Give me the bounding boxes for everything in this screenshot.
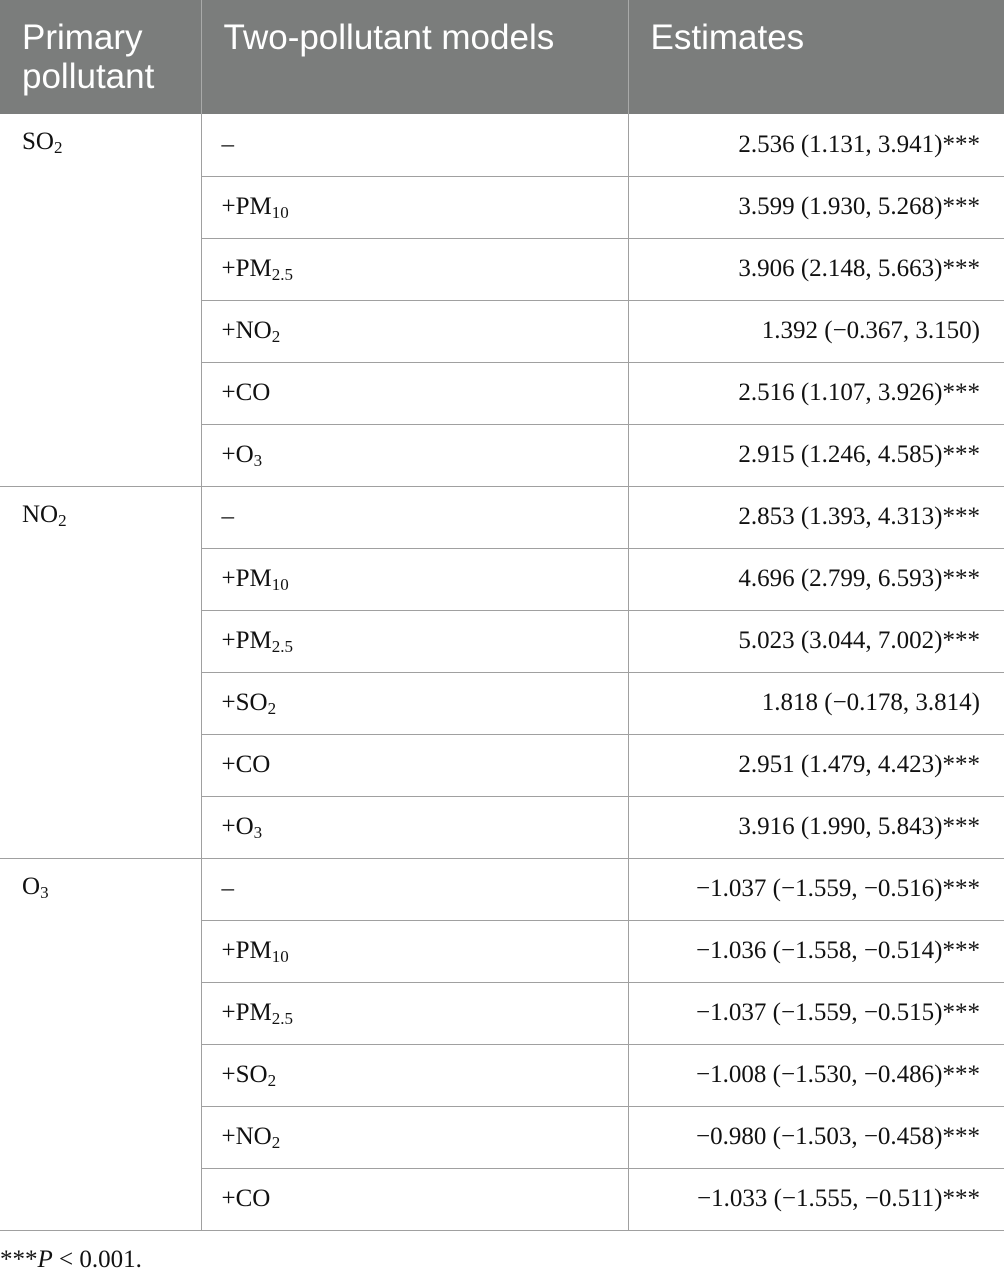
- model-cell: [201, 1044, 628, 1106]
- estimate-cell: 3.916 (1.990, 5.843)***: [628, 796, 1004, 858]
- primary-pollutant-subscript: 2: [53, 138, 63, 157]
- model-prefix: +: [221, 1123, 236, 1150]
- model-pollutant: NO: [235, 317, 272, 344]
- model-cell: [201, 548, 628, 610]
- model-pollutant-subscript: 10: [271, 575, 289, 594]
- model-cell: [201, 920, 628, 982]
- estimate-cell: 3.599 (1.930, 5.268)***: [628, 176, 1004, 238]
- primary-pollutant-name: NO: [22, 500, 59, 528]
- model-cell: [201, 176, 628, 238]
- estimate-cell: 2.516 (1.107, 3.926)***: [628, 362, 1004, 424]
- model-pollutant-subscript: 3: [253, 451, 263, 470]
- model-cell: [201, 610, 628, 672]
- model-prefix: +: [221, 751, 236, 778]
- model-pollutant-subscript: 10: [271, 947, 289, 966]
- model-pollutant: PM: [235, 627, 272, 654]
- model-prefix: +: [221, 255, 236, 282]
- model-pollutant-subscript: 2.5: [271, 1009, 293, 1028]
- table-row: [0, 486, 1004, 548]
- header-primary-line2: pollutant: [22, 57, 155, 96]
- estimate-cell: 2.951 (1.479, 4.423)***: [628, 734, 1004, 796]
- model-pollutant: SO: [235, 689, 268, 716]
- model-cell: [201, 114, 628, 176]
- estimate-cell: −1.033 (−1.555, −0.511)***: [628, 1168, 1004, 1230]
- estimate-cell: 1.392 (−0.367, 3.150): [628, 300, 1004, 362]
- model-cell: [201, 858, 628, 920]
- model-pollutant: PM: [235, 193, 272, 220]
- model-cell: [201, 238, 628, 300]
- model-prefix: +: [221, 999, 236, 1026]
- model-cell: [201, 486, 628, 548]
- model-pollutant-subscript: 3: [253, 823, 263, 842]
- model-prefix: +: [221, 379, 236, 406]
- model-pollutant: PM: [235, 937, 272, 964]
- model-cell: [201, 672, 628, 734]
- model-prefix: +: [221, 193, 236, 220]
- model-prefix: –: [221, 875, 234, 902]
- primary-pollutant-cell: [0, 486, 201, 858]
- model-pollutant: PM: [235, 565, 272, 592]
- model-pollutant: PM: [235, 255, 272, 282]
- primary-pollutant-name: SO: [22, 128, 54, 155]
- model-pollutant-subscript: 10: [271, 203, 289, 222]
- footnote-p-symbol: P: [37, 1246, 53, 1273]
- estimate-cell: −1.036 (−1.558, −0.514)***: [628, 920, 1004, 982]
- estimate-cell: −1.008 (−1.530, −0.486)***: [628, 1044, 1004, 1106]
- model-pollutant: PM: [235, 999, 272, 1026]
- primary-pollutant-subscript: 3: [40, 882, 49, 902]
- model-pollutant: SO: [235, 1061, 268, 1088]
- model-pollutant-subscript: 2.5: [271, 265, 293, 284]
- header-estimates: Estimates: [628, 0, 1004, 114]
- model-prefix: –: [221, 503, 234, 530]
- table-body: [0, 114, 1004, 1230]
- header-two-pollutant-models: Two-pollutant models: [201, 0, 628, 114]
- estimate-cell: 2.915 (1.246, 4.585)***: [628, 424, 1004, 486]
- model-prefix: +: [221, 1061, 236, 1088]
- estimate-cell: 2.536 (1.131, 3.941)***: [628, 114, 1004, 176]
- model-prefix: +: [221, 1185, 236, 1212]
- model-pollutant: O: [235, 441, 254, 468]
- model-pollutant: CO: [235, 1185, 271, 1212]
- model-cell: [201, 982, 628, 1044]
- model-pollutant: CO: [235, 751, 271, 778]
- model-pollutant: NO: [235, 1123, 272, 1150]
- table-footnote: [0, 1246, 142, 1274]
- footnote-threshold: < 0.001.: [52, 1246, 142, 1273]
- primary-pollutant-cell: [0, 858, 201, 1230]
- footnote-stars: ***: [0, 1246, 38, 1273]
- primary-pollutant-subscript: 2: [58, 510, 67, 530]
- model-cell: [201, 300, 628, 362]
- model-prefix: +: [221, 937, 236, 964]
- table-header-row: [0, 0, 1004, 114]
- model-pollutant-subscript: 2: [267, 1071, 277, 1090]
- model-prefix: +: [221, 813, 236, 840]
- model-pollutant-subscript: 2: [271, 1133, 281, 1152]
- model-cell: [201, 734, 628, 796]
- estimate-cell: 1.818 (−0.178, 3.814): [628, 672, 1004, 734]
- model-cell: [201, 1106, 628, 1168]
- model-cell: [201, 424, 628, 486]
- estimate-cell: 4.696 (2.799, 6.593)***: [628, 548, 1004, 610]
- model-cell: [201, 796, 628, 858]
- table-row: [0, 858, 1004, 920]
- model-cell: [201, 1168, 628, 1230]
- model-pollutant: O: [235, 813, 254, 840]
- model-pollutant: CO: [235, 379, 271, 406]
- table-row: [0, 114, 1004, 176]
- estimate-cell: 5.023 (3.044, 7.002)***: [628, 610, 1004, 672]
- model-pollutant-subscript: 2: [271, 327, 281, 346]
- estimate-cell: 3.906 (2.148, 5.663)***: [628, 238, 1004, 300]
- primary-pollutant-name: O: [22, 872, 41, 900]
- estimate-cell: −1.037 (−1.559, −0.516)***: [628, 858, 1004, 920]
- primary-pollutant-cell: [0, 114, 201, 486]
- model-prefix: +: [221, 689, 236, 716]
- model-prefix: +: [221, 627, 236, 654]
- estimate-cell: 2.853 (1.393, 4.313)***: [628, 486, 1004, 548]
- header-primary-pollutant: [0, 0, 201, 114]
- model-pollutant-subscript: 2.5: [271, 637, 293, 656]
- header-primary-line1: Primary: [22, 18, 143, 57]
- model-pollutant-subscript: 2: [267, 699, 277, 718]
- model-prefix: +: [221, 565, 236, 592]
- estimate-cell: −0.980 (−1.503, −0.458)***: [628, 1106, 1004, 1168]
- model-prefix: +: [221, 441, 236, 468]
- model-prefix: +: [221, 317, 236, 344]
- estimate-cell: −1.037 (−1.559, −0.515)***: [628, 982, 1004, 1044]
- model-cell: [201, 362, 628, 424]
- model-prefix: –: [221, 130, 234, 158]
